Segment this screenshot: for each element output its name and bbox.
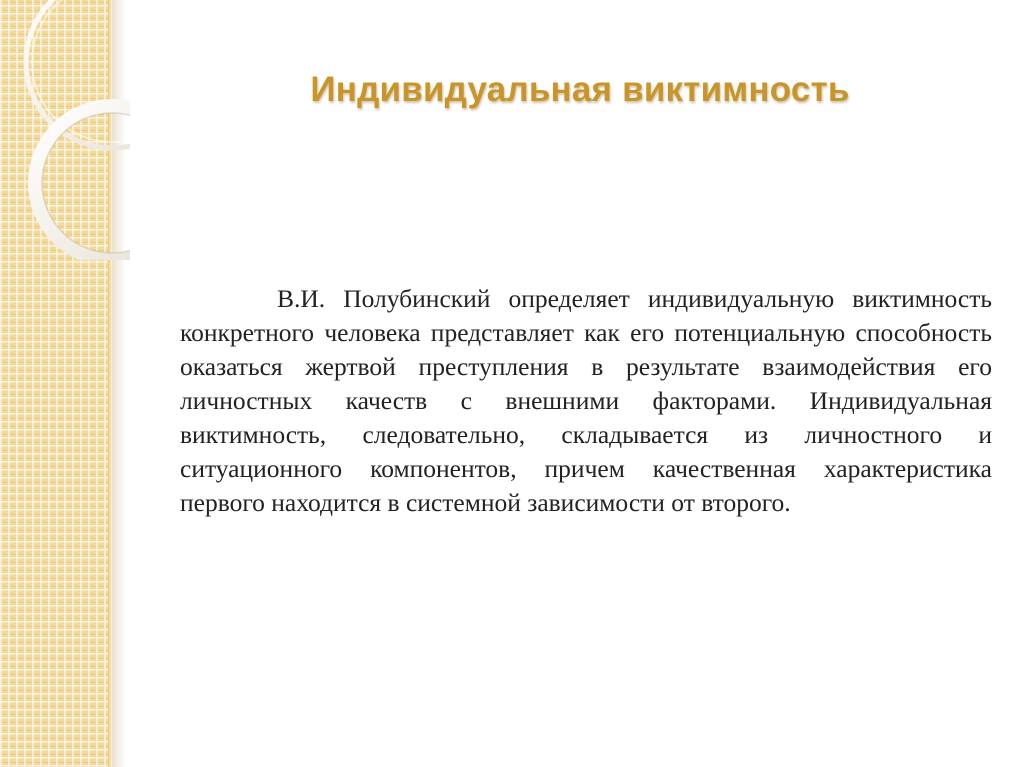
slide-title: Индивидуальная виктимность	[310, 70, 850, 109]
slide-body-text: В.И. Полубинский определяет индивидуальную виктимность конкретного человека представляет как его потенциальную способность оказаться жертвой преступления в результате взаимодействия его личностных качеств с внешними факторами. Индивидуальная виктимность, следовательно, складывается из личностного и ситуационного компонентов, причем качественная характеристика первого находится в системной зависимости от второго.	[180, 284, 992, 517]
ring-lower	[35, 106, 130, 260]
decorative-rings	[0, 0, 130, 260]
ring-upper	[26, 0, 130, 148]
